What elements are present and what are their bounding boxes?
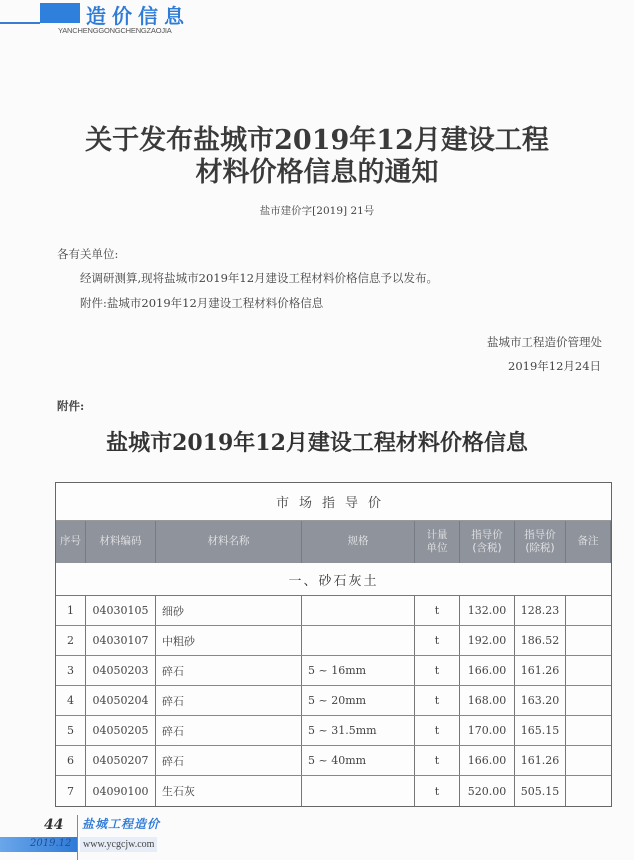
notice-title-line2: 材料价格信息的通知 [195,157,439,188]
salutation: 各有关单位: [57,247,119,261]
cell-price-notax: 186.52 [515,626,566,655]
cell-note [566,776,611,806]
cell-no: 2 [56,626,86,655]
cell-unit: t [415,776,460,806]
table-body [56,596,611,806]
table-row [56,716,611,746]
cell-price-tax: 132.00 [460,596,515,625]
cell-unit: t [415,746,460,775]
notice-body: 经调研测算,现将盐城市2019年12月建设工程材料价格信息予以发布。 [80,271,439,285]
cell-code: 04050203 [86,656,156,685]
magazine-section-subtitle: YANCHENGGONGCHENGZAOJIA [58,26,172,35]
cell-code: 04050205 [86,716,156,745]
footer-url: www.ycgcjw.com [80,837,157,852]
cell-name: 碎石 [156,746,302,775]
cell-code: 04050204 [86,686,156,715]
col-header-price-tax-line1: 指导价 [471,528,503,541]
page-number: 44 [44,817,64,833]
footer-issue: 2019.12 [30,838,72,849]
cell-spec: 5 ~ 40mm [302,746,415,775]
document-number: 盐市建价字[2019] 21号 [259,205,375,217]
cell-price-notax: 165.15 [515,716,566,745]
cell-no: 6 [56,746,86,775]
cell-unit: t [415,596,460,625]
cell-price-tax: 192.00 [460,626,515,655]
cell-name: 碎石 [156,686,302,715]
cell-unit: t [415,716,460,745]
cell-no: 3 [56,656,86,685]
attachment-reference: 附件:盐城市2019年12月建设工程材料价格信息 [80,296,324,310]
table-header-row [56,521,611,563]
cell-spec: 5 ~ 16mm [302,656,415,685]
table-row [56,686,611,716]
cell-note [566,686,611,715]
cell-price-tax: 166.00 [460,656,515,685]
table-row [56,776,611,806]
cell-price-tax: 166.00 [460,746,515,775]
cell-spec [302,596,415,625]
cell-spec: 5 ~ 20mm [302,686,415,715]
cell-note [566,716,611,745]
footer-brand: 盐城工程造价 [82,817,161,831]
issuer: 盐城市工程造价管理处 [487,335,602,349]
header-rule [0,22,40,24]
cell-no: 4 [56,686,86,715]
cell-code: 04050207 [86,746,156,775]
cell-no: 5 [56,716,86,745]
col-header-price-tax [460,521,515,563]
cell-code: 04030105 [86,596,156,625]
cell-no: 7 [56,776,86,806]
cell-spec [302,776,415,806]
footer-divider [77,815,78,860]
cell-price-notax: 163.20 [515,686,566,715]
cell-price-notax: 161.26 [515,746,566,775]
col-header-unit-line1: 计量 [426,528,448,541]
cell-note [566,626,611,655]
section-heading: 一、砂石灰土 [56,563,611,596]
cell-name: 中粗砂 [156,626,302,655]
cell-price-notax: 505.15 [515,776,566,806]
cell-name: 碎石 [156,656,302,685]
col-header-price-notax-line1: 指导价 [524,528,556,541]
cell-note [566,596,611,625]
cell-unit: t [415,656,460,685]
cell-unit: t [415,626,460,655]
table-row [56,656,611,686]
col-header-note: 备注 [566,521,611,563]
price-table [55,482,612,807]
col-header-price-tax-line2: (含税) [472,542,502,554]
col-header-name: 材料名称 [156,521,302,563]
table-row [56,746,611,776]
cell-name: 碎石 [156,716,302,745]
cell-code: 04030107 [86,626,156,655]
attachment-label: 附件: [57,399,85,413]
cell-note [566,746,611,775]
header-color-block [40,3,80,23]
cell-spec [302,626,415,655]
cell-price-tax: 520.00 [460,776,515,806]
cell-code: 04090100 [86,776,156,806]
col-header-unit [415,521,460,563]
col-header-price-notax [515,521,566,563]
cell-price-notax: 161.26 [515,656,566,685]
cell-unit: t [415,686,460,715]
cell-spec: 5 ~ 31.5mm [302,716,415,745]
col-header-no: 序号 [56,521,86,563]
table-caption: 市场指导价 [56,483,611,521]
cell-price-tax: 168.00 [460,686,515,715]
issue-date: 2019年12月24日 [508,359,602,373]
col-header-code: 材料编码 [86,521,156,563]
cell-price-notax: 128.23 [515,596,566,625]
cell-name: 生石灰 [156,776,302,806]
table-row [56,596,611,626]
table-row [56,626,611,656]
col-header-price-notax-line2: (除税) [525,542,555,554]
col-header-spec: 规格 [302,521,415,563]
attachment-title: 盐城市2019年12月建设工程材料价格信息 [106,430,528,456]
notice-title-line1: 关于发布盐城市2019年12月建设工程 [85,125,549,156]
cell-note [566,656,611,685]
magazine-section-title: 造价信息 [86,4,190,28]
col-header-unit-line2: 单位 [426,542,448,554]
cell-price-tax: 170.00 [460,716,515,745]
cell-no: 1 [56,596,86,625]
cell-name: 细砂 [156,596,302,625]
